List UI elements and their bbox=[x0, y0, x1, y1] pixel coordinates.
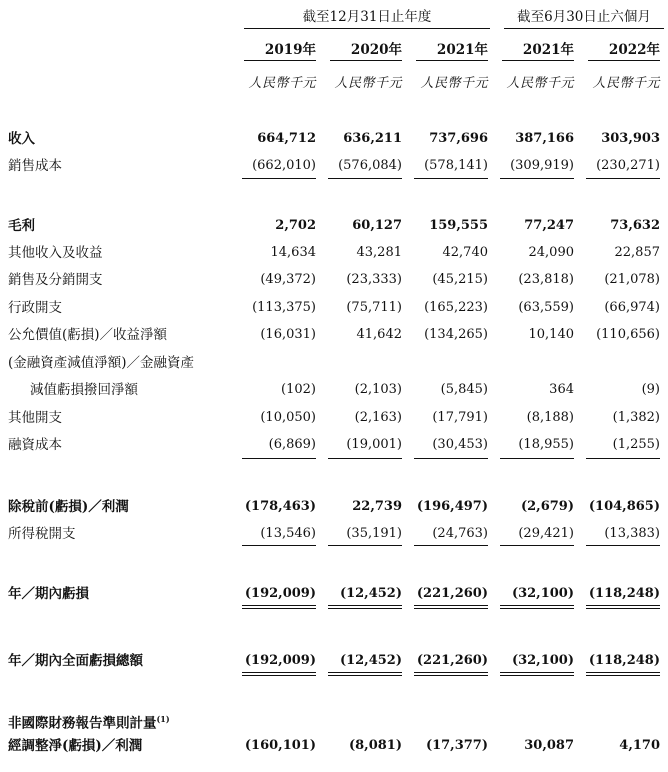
row-label-text: (金融資產減值淨額)／金融資產 bbox=[8, 355, 195, 371]
table-cell: 664,712 bbox=[257, 131, 316, 146]
table-cell: (12,452) bbox=[339, 653, 402, 668]
table-cell: (32,100) bbox=[511, 653, 574, 668]
table-row bbox=[0, 405, 668, 431]
table-cell: (110,656) bbox=[596, 327, 660, 342]
row-label-text: 收入 bbox=[8, 131, 35, 147]
table-cell: (5,845) bbox=[440, 382, 488, 397]
row-label bbox=[8, 432, 62, 458]
table-cell: (66,974) bbox=[604, 300, 660, 315]
table-row bbox=[0, 322, 668, 348]
table-cell: (9) bbox=[641, 382, 660, 397]
table-cell: (2,163) bbox=[354, 410, 402, 425]
table-cell: (49,372) bbox=[260, 272, 316, 287]
table-cell: (17,377) bbox=[425, 738, 488, 753]
table-cell: 737,696 bbox=[429, 131, 488, 146]
table-row bbox=[0, 213, 668, 239]
table-row bbox=[0, 648, 668, 674]
table-cell: (12,452) bbox=[339, 586, 402, 601]
row-label bbox=[8, 126, 35, 152]
table-row bbox=[0, 295, 668, 321]
table-cell: (192,009) bbox=[244, 653, 316, 668]
row-label-text: 行政開支 bbox=[8, 300, 62, 316]
table-cell: 364 bbox=[549, 382, 574, 397]
table-cell: 73,632 bbox=[610, 218, 660, 233]
table-cell: (75,711) bbox=[346, 300, 402, 315]
header-year-2021-six-months: 2021年 bbox=[502, 40, 574, 61]
table-cell: (662,010) bbox=[252, 158, 316, 173]
table-row bbox=[0, 432, 668, 458]
row-label-text: 其他開支 bbox=[8, 410, 62, 426]
row-label bbox=[8, 521, 76, 547]
table-cell: (113,375) bbox=[252, 300, 316, 315]
table-cell: (2,103) bbox=[354, 382, 402, 397]
row-label bbox=[8, 405, 62, 431]
header-year-2022-six-months: 2022年 bbox=[588, 40, 660, 61]
row-label bbox=[8, 648, 143, 674]
table-cell: (102) bbox=[281, 382, 316, 397]
table-cell: (8,081) bbox=[348, 738, 402, 753]
table-cell: (104,865) bbox=[588, 499, 660, 514]
table-cell: (221,260) bbox=[416, 653, 488, 668]
table-cell: (1,255) bbox=[612, 437, 660, 452]
table-cell: (19,001) bbox=[346, 437, 402, 452]
header-year-2021: 2021年 bbox=[416, 40, 488, 61]
table-cell: 636,211 bbox=[343, 131, 402, 146]
table-cell: 77,247 bbox=[524, 218, 574, 233]
row-label bbox=[8, 581, 89, 607]
row-label bbox=[8, 706, 170, 737]
table-cell: (576,084) bbox=[338, 158, 402, 173]
row-label-text: 年／期內全面虧損總額 bbox=[8, 653, 143, 669]
row-label bbox=[8, 240, 103, 266]
table-cell: (118,248) bbox=[588, 586, 660, 601]
table-cell: (13,546) bbox=[260, 526, 316, 541]
table-cell: (578,141) bbox=[424, 158, 488, 173]
table-cell: 41,642 bbox=[356, 327, 402, 342]
table-cell: 60,127 bbox=[352, 218, 402, 233]
unit-label: 人民幣千元 bbox=[592, 76, 660, 91]
row-label bbox=[8, 153, 62, 179]
table-row bbox=[0, 350, 668, 376]
table-cell: (32,100) bbox=[511, 586, 574, 601]
header-year-2020: 2020年 bbox=[330, 40, 402, 61]
table-cell: (23,818) bbox=[518, 272, 574, 287]
table-cell: (2,679) bbox=[520, 499, 574, 514]
header-group-six-months: 截至6月30日止六個月 bbox=[504, 6, 664, 29]
table-cell: 22,857 bbox=[614, 245, 660, 260]
row-label bbox=[8, 733, 142, 759]
table-cell: (6,869) bbox=[268, 437, 316, 452]
row-label-text: 非國際財務報告準則計量 bbox=[8, 715, 157, 732]
row-label bbox=[8, 350, 194, 376]
row-label-text: 除稅前(虧損)／利潤 bbox=[8, 499, 129, 515]
table-row bbox=[0, 733, 668, 759]
row-label bbox=[30, 377, 138, 403]
table-cell: (21,078) bbox=[604, 272, 660, 287]
table-cell: (16,031) bbox=[260, 327, 316, 342]
table-cell: 4,170 bbox=[619, 738, 660, 753]
row-label bbox=[8, 267, 103, 293]
table-row bbox=[0, 377, 668, 403]
table-cell: (165,223) bbox=[424, 300, 488, 315]
table-cell: (196,497) bbox=[416, 499, 488, 514]
table-cell: (230,271) bbox=[596, 158, 660, 173]
table-cell: (118,248) bbox=[588, 653, 660, 668]
table-cell: (160,101) bbox=[244, 738, 316, 753]
row-label bbox=[8, 213, 35, 239]
unit-label: 人民幣千元 bbox=[506, 76, 574, 91]
table-cell: 10,140 bbox=[528, 327, 574, 342]
table-cell: (24,763) bbox=[432, 526, 488, 541]
table-cell: (8,188) bbox=[526, 410, 574, 425]
table-cell: (35,191) bbox=[346, 526, 402, 541]
table-cell: (29,421) bbox=[518, 526, 574, 541]
table-cell: (45,215) bbox=[432, 272, 488, 287]
row-label-text: 公允價值(虧損)／收益淨額 bbox=[8, 327, 168, 343]
table-cell: (30,453) bbox=[432, 437, 488, 452]
table-cell: (134,265) bbox=[424, 327, 488, 342]
table-row bbox=[0, 581, 668, 607]
table-cell: (309,919) bbox=[510, 158, 574, 173]
table-row bbox=[0, 521, 668, 547]
row-label-text: 毛利 bbox=[8, 218, 35, 234]
header-group-fiscal-year: 截至12月31日止年度 bbox=[244, 6, 490, 29]
row-label bbox=[8, 494, 129, 520]
row-label-text: 銷售及分銷開支 bbox=[8, 272, 103, 288]
table-cell: (18,955) bbox=[518, 437, 574, 452]
row-label-text: 融資成本 bbox=[8, 437, 62, 453]
table-cell: (13,383) bbox=[604, 526, 660, 541]
row-label-text: 其他收入及收益 bbox=[8, 245, 103, 261]
row-label-text: 經調整淨(虧損)／利潤 bbox=[8, 738, 143, 754]
table-row bbox=[0, 240, 668, 266]
table-row bbox=[0, 706, 668, 732]
table-cell: (1,382) bbox=[612, 410, 660, 425]
unit-label: 人民幣千元 bbox=[248, 76, 316, 91]
table-cell: 14,634 bbox=[270, 245, 316, 260]
table-cell: 2,702 bbox=[275, 218, 316, 233]
table-row bbox=[0, 494, 668, 520]
footnote-marker: (1) bbox=[156, 714, 170, 724]
table-row bbox=[0, 267, 668, 293]
row-label bbox=[8, 322, 167, 348]
table-cell: 24,090 bbox=[528, 245, 574, 260]
table-cell: 30,087 bbox=[524, 738, 574, 753]
row-label-text: 銷售成本 bbox=[8, 158, 62, 174]
table-cell: 43,281 bbox=[356, 245, 402, 260]
table-cell: 22,739 bbox=[352, 499, 402, 514]
table-cell: (63,559) bbox=[518, 300, 574, 315]
header-year-2019: 2019年 bbox=[244, 40, 316, 61]
unit-label: 人民幣千元 bbox=[334, 76, 402, 91]
row-label-text: 年／期內虧損 bbox=[8, 586, 89, 602]
table-cell: 303,903 bbox=[601, 131, 660, 146]
row-label-text: 減值虧損撥回淨額 bbox=[30, 382, 138, 398]
table-cell: 159,555 bbox=[429, 218, 488, 233]
table-cell: (17,791) bbox=[432, 410, 488, 425]
table-cell: (23,333) bbox=[346, 272, 402, 287]
table-row bbox=[0, 126, 668, 152]
table-cell: (10,050) bbox=[260, 410, 316, 425]
table-cell: (178,463) bbox=[244, 499, 316, 514]
table-cell: (192,009) bbox=[244, 586, 316, 601]
unit-label: 人民幣千元 bbox=[420, 76, 488, 91]
table-row bbox=[0, 153, 668, 179]
table-cell: 387,166 bbox=[515, 131, 574, 146]
table-cell: (221,260) bbox=[416, 586, 488, 601]
row-label bbox=[8, 295, 62, 321]
row-label-text: 所得稅開支 bbox=[8, 526, 76, 542]
table-cell: 42,740 bbox=[442, 245, 488, 260]
